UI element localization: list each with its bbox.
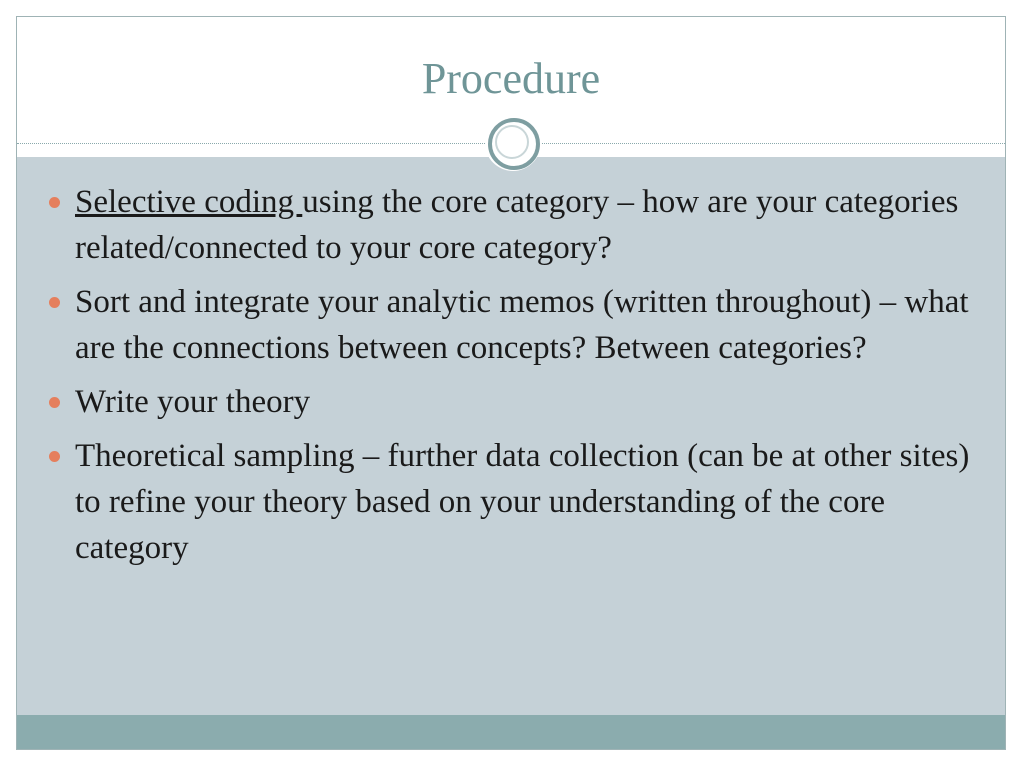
bullet-text: using the core category – how are your categories related/connected to your core category?	[75, 184, 959, 266]
footer-band	[17, 715, 1005, 750]
circle-ornament-inner	[495, 125, 529, 159]
slide	[16, 16, 1006, 750]
bullet-dot-icon	[49, 297, 60, 308]
bullet-item	[47, 433, 977, 571]
bullet-item	[47, 179, 977, 271]
bullet-text: Theoretical sampling – further data collection (can be at other sites) to refine your theory based on your understanding of the core category	[75, 438, 970, 566]
slide-title: Procedure	[421, 54, 601, 103]
bullet-text: Write your theory	[75, 384, 311, 420]
bullet-dot-icon	[49, 397, 60, 408]
bullet-dot-icon	[49, 197, 60, 208]
bullet-dot-icon	[49, 451, 60, 462]
bullet-item	[47, 279, 977, 371]
bullet-item	[47, 379, 977, 425]
bullet-text: Sort and integrate your analytic memos (written throughout) – what are the connections between concepts? Between categories?	[75, 284, 969, 366]
bullet-emphasis: Selective coding	[75, 184, 303, 220]
bullet-list	[47, 179, 977, 579]
